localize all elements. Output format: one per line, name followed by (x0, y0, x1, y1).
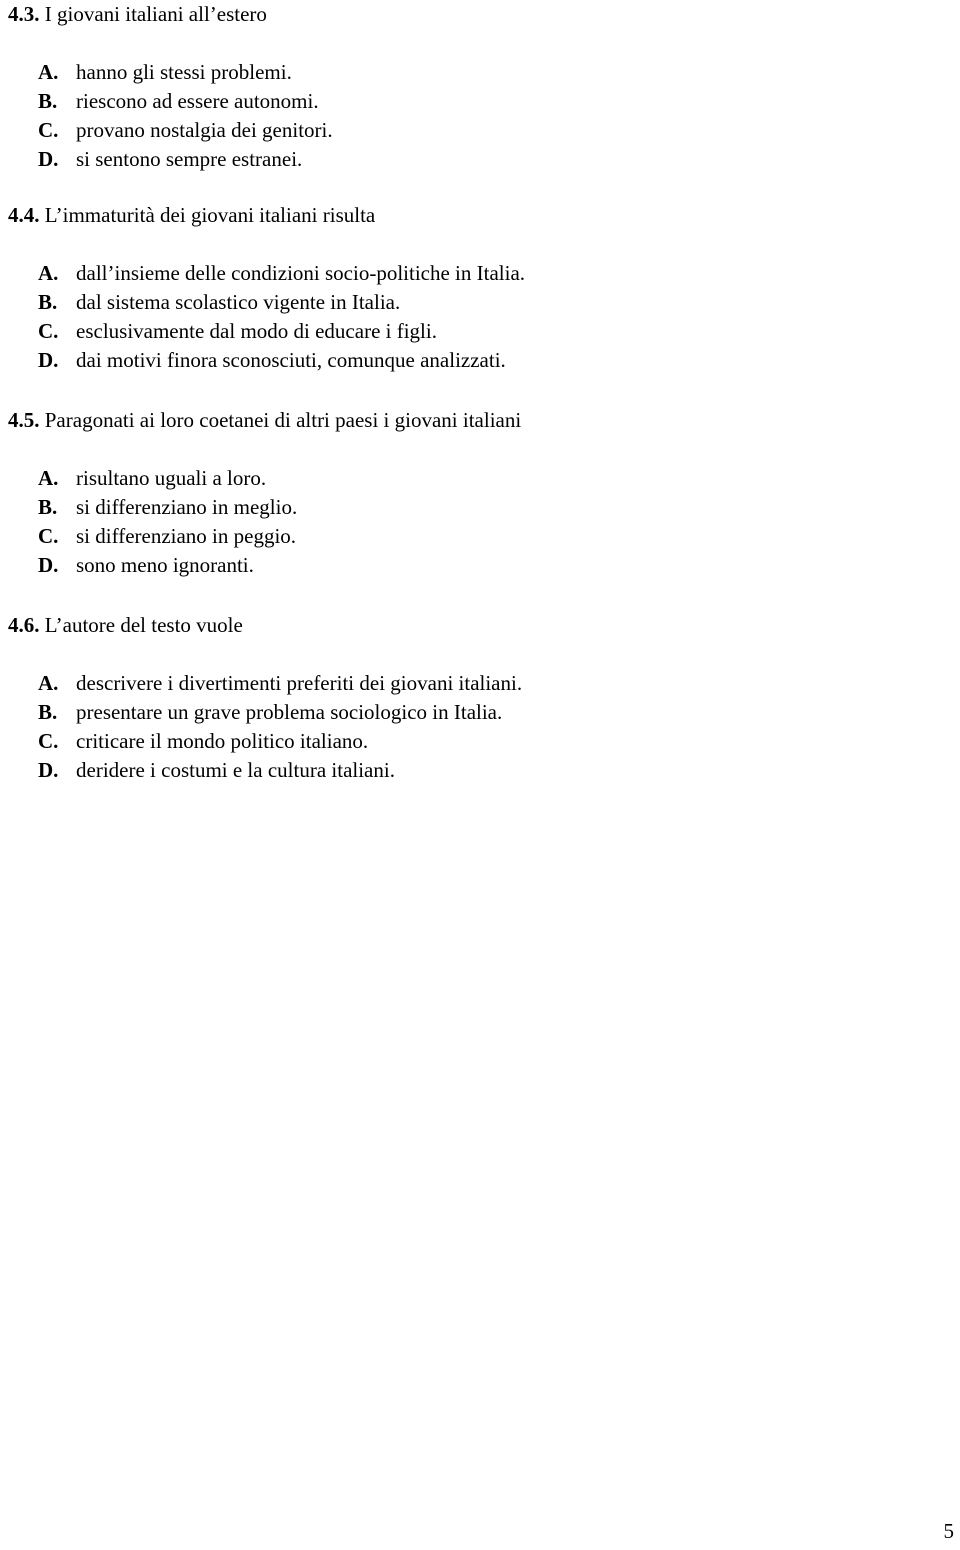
answer-option-b (38, 698, 938, 727)
answer-option-d (38, 551, 938, 580)
page-number: 5 (943, 1519, 954, 1543)
option-letter: A. (38, 261, 59, 285)
option-text: presentare un grave problema sociologico in Italia. (76, 700, 503, 724)
option-letter: B. (38, 290, 58, 314)
answer-option-c (38, 317, 938, 346)
option-text: hanno gli stessi problemi. (76, 60, 292, 84)
answer-options (8, 259, 938, 375)
question-number: 4.3. (8, 2, 40, 26)
option-letter: C. (38, 319, 59, 343)
option-text: dall’insieme delle condizioni socio-politiche in Italia. (76, 261, 526, 285)
answer-option-b (38, 288, 938, 317)
option-text: dal sistema scolastico vigente in Italia. (76, 290, 401, 314)
option-letter: C. (38, 729, 59, 753)
option-text: si sentono sempre estranei. (76, 147, 303, 171)
answer-option-a (38, 58, 938, 87)
answer-options (8, 58, 938, 174)
option-text: sono meno ignoranti. (76, 553, 254, 577)
answer-option-a (38, 669, 938, 698)
question-4-4 (8, 201, 938, 375)
answer-option-a (38, 464, 938, 493)
question-4-3 (8, 0, 938, 174)
option-text: esclusivamente dal modo di educare i figli. (76, 319, 437, 343)
option-text: dai motivi finora sconosciuti, comunque analizzati. (76, 348, 506, 372)
question-heading (8, 611, 938, 640)
question-number: 4.6. (8, 613, 40, 637)
option-letter: D. (38, 147, 59, 171)
option-letter: A. (38, 466, 59, 490)
option-letter: B. (38, 700, 58, 724)
answer-option-c (38, 727, 938, 756)
option-letter: B. (38, 495, 58, 519)
option-letter: C. (38, 118, 59, 142)
option-letter: A. (38, 671, 59, 695)
option-text: risultano uguali a loro. (76, 466, 267, 490)
answer-option-d (38, 756, 938, 785)
answer-option-c (38, 522, 938, 551)
option-text: deridere i costumi e la cultura italiani. (76, 758, 395, 782)
question-4-5 (8, 406, 938, 580)
question-number: 4.5. (8, 408, 40, 432)
answer-option-d (38, 145, 938, 174)
option-text: criticare il mondo politico italiano. (76, 729, 369, 753)
question-number: 4.4. (8, 203, 40, 227)
question-stem: I giovani italiani all’estero (44, 2, 267, 26)
answer-option-a (38, 259, 938, 288)
option-letter: C. (38, 524, 59, 548)
answer-option-c (38, 116, 938, 145)
option-text: descrivere i divertimenti preferiti dei giovani italiani. (76, 671, 523, 695)
answer-options (8, 464, 938, 580)
option-text: si differenziano in peggio. (76, 524, 297, 548)
answer-options (8, 669, 938, 785)
option-letter: B. (38, 89, 58, 113)
question-stem: Paragonati ai loro coetanei di altri paesi i giovani italiani (44, 408, 522, 432)
option-letter: A. (38, 60, 59, 84)
option-text: si differenziano in meglio. (76, 495, 298, 519)
answer-option-b (38, 87, 938, 116)
option-text: provano nostalgia dei genitori. (76, 118, 333, 142)
option-text: riescono ad essere autonomi. (76, 89, 319, 113)
answer-option-b (38, 493, 938, 522)
question-stem: L’immaturità dei giovani italiani risulta (44, 203, 376, 227)
option-letter: D. (38, 348, 59, 372)
question-stem: L’autore del testo vuole (44, 613, 243, 637)
question-heading (8, 0, 938, 29)
option-letter: D. (38, 553, 59, 577)
answer-option-d (38, 346, 938, 375)
question-4-6 (8, 611, 938, 785)
question-heading (8, 406, 938, 435)
option-letter: D. (38, 758, 59, 782)
question-heading (8, 201, 938, 230)
